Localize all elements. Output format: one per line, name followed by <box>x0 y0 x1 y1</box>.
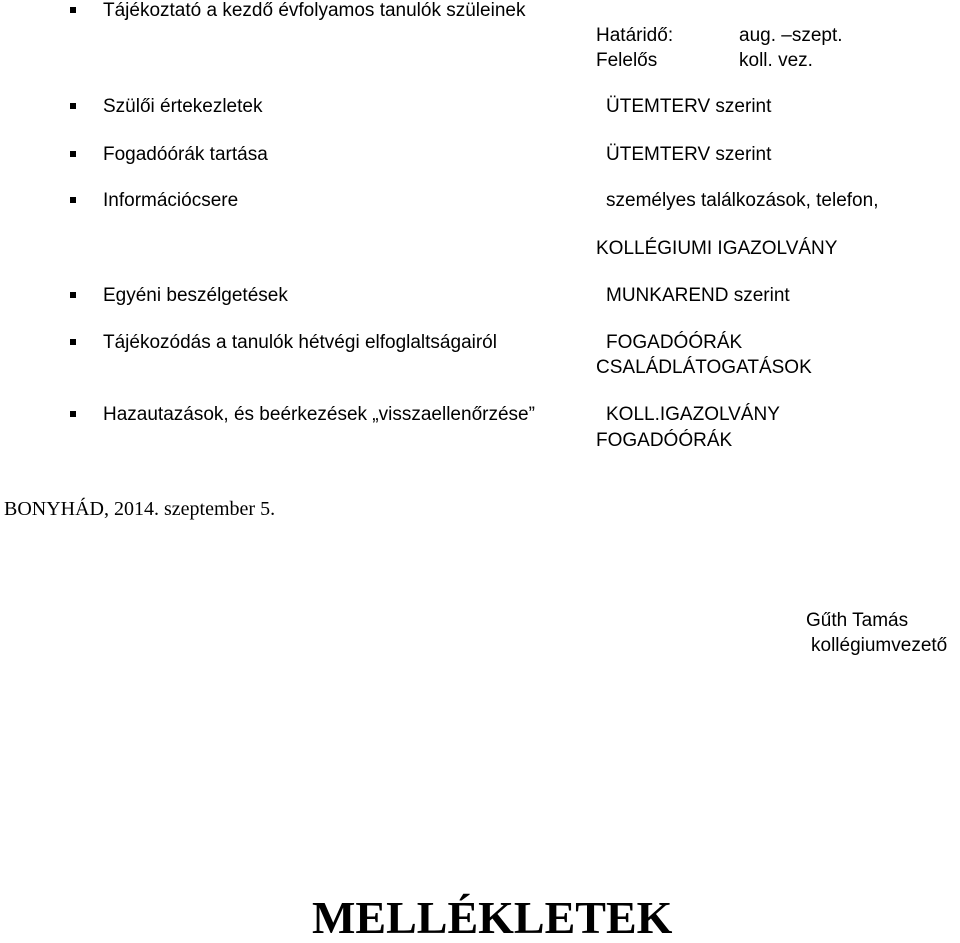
bullet-icon <box>70 103 76 109</box>
bullet-icon <box>70 411 76 417</box>
signature-name: Gűth Tamás <box>806 610 909 631</box>
list-item-detail: KOLL.IGAZOLVÁNY <box>606 404 780 425</box>
deadline-label: Határidő: <box>596 25 674 46</box>
responsible-value: koll. vez. <box>739 50 813 71</box>
bullet-icon <box>70 151 76 157</box>
section-heading: MELLÉKLETEK <box>312 892 673 943</box>
list-item-detail-2: KOLLÉGIUMI IGAZOLVÁNY <box>596 238 838 259</box>
list-item-detail-2: CSALÁDLÁTOGATÁSOK <box>596 357 812 378</box>
list-item-label: Szülői értekezletek <box>103 96 263 117</box>
bullet-icon <box>70 197 76 203</box>
list-item-label: Információcsere <box>103 190 239 211</box>
list-item-detail-2: FOGADÓÓRÁK <box>596 430 733 451</box>
bullet-icon <box>70 339 76 345</box>
deadline-value: aug. –szept. <box>739 25 843 46</box>
place-date: BONYHÁD, 2014. szeptember 5. <box>4 498 276 520</box>
bullet-icon <box>70 292 76 298</box>
list-item-label: Hazautazások, és beérkezések „visszaellenőrzése” <box>103 404 535 425</box>
list-item-label: Fogadóórák tartása <box>103 144 268 165</box>
signature-title: kollégiumvezető <box>811 635 948 656</box>
list-item-detail: személyes találkozások, telefon, <box>606 190 879 211</box>
responsible-label: Felelős <box>596 50 658 71</box>
bullet-icon <box>70 7 76 13</box>
list-item-label: Egyéni beszélgetések <box>103 285 288 306</box>
list-item-detail: FOGADÓÓRÁK <box>606 332 743 353</box>
list-item-label: Tájékoztató a kezdő évfolyamos tanulók szüleinek <box>103 0 526 21</box>
list-item-detail: MUNKAREND szerint <box>606 285 790 306</box>
list-item-detail: ÜTEMTERV szerint <box>606 144 772 165</box>
list-item-label: Tájékozódás a tanulók hétvégi elfoglaltságairól <box>103 332 497 353</box>
list-item-detail: ÜTEMTERV szerint <box>606 96 772 117</box>
